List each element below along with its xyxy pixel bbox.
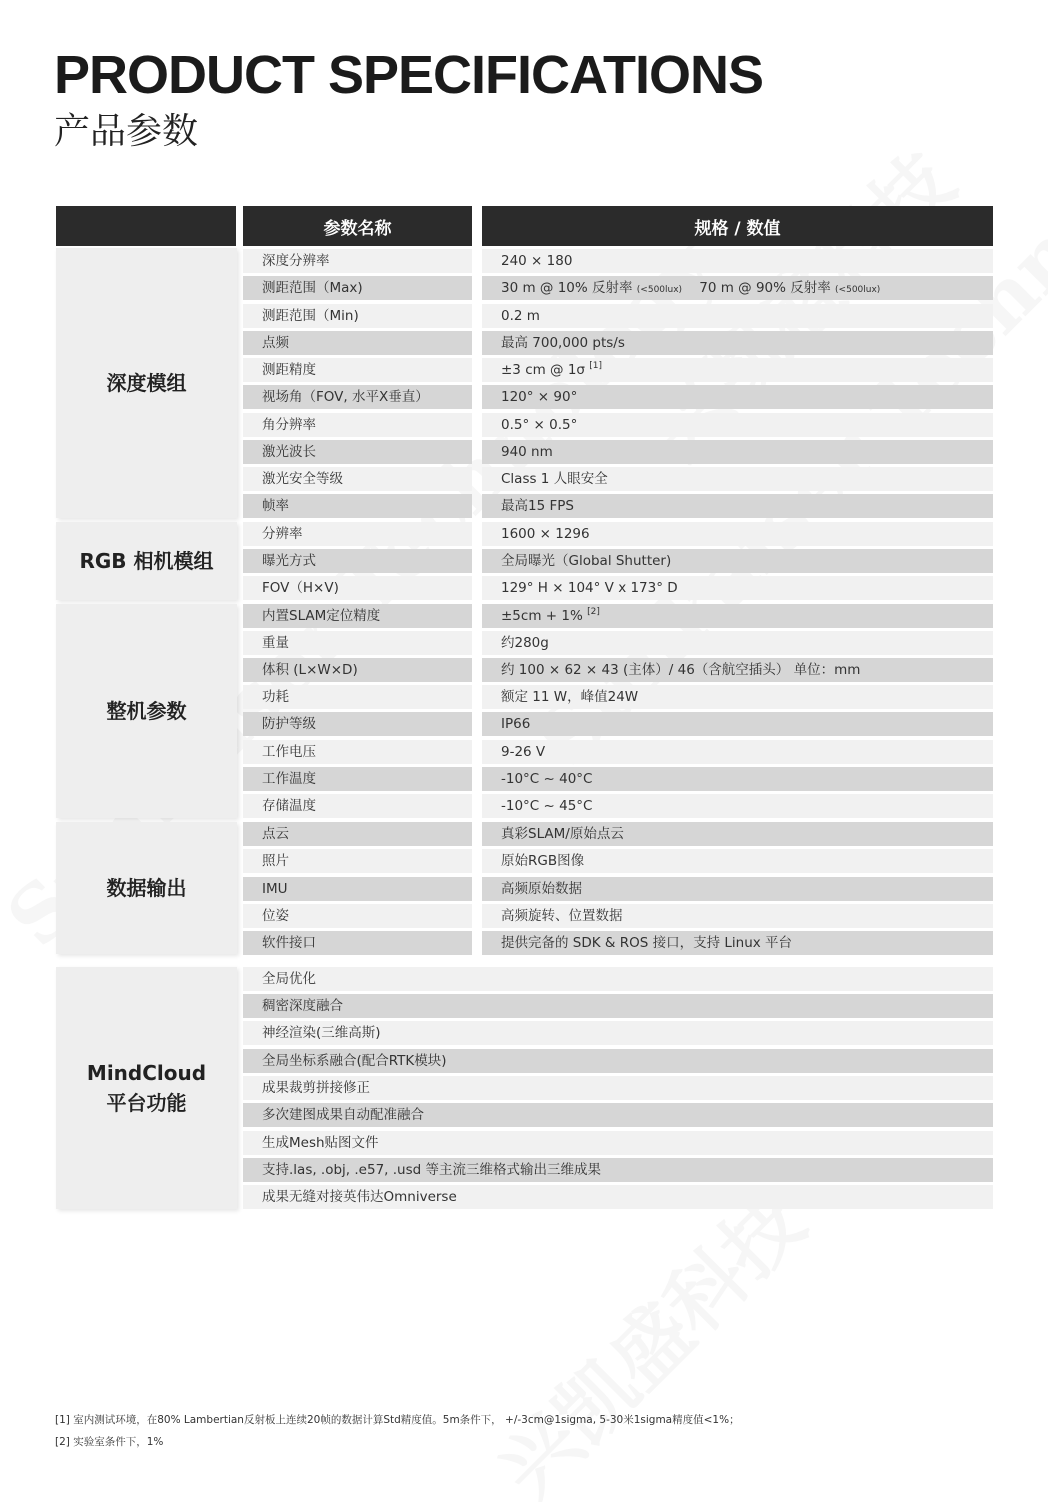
page-title-en: PRODUCT SPECIFICATIONS <box>54 45 764 105</box>
feature-name: 成果裁剪拼接修正 <box>243 1076 993 1100</box>
spec-name: 内置SLAM定位精度 <box>243 604 472 628</box>
spec-name: 存储温度 <box>243 794 472 818</box>
feature-name: 稠密深度融合 <box>243 994 993 1018</box>
spec-name: 工作电压 <box>243 740 472 764</box>
feature-name: 生成Mesh贴图文件 <box>243 1131 993 1155</box>
spec-value: 9-26 V <box>482 740 993 764</box>
spec-value: IP66 <box>482 712 993 736</box>
spec-value: 0.5° × 0.5° <box>482 413 993 437</box>
spec-value: 1600 × 1296 <box>482 522 993 546</box>
spec-name: 激光波长 <box>243 440 472 464</box>
spec-name: 点云 <box>243 822 472 846</box>
range-max-90pct: 70 m @ 90% 反射率 <box>699 280 831 296</box>
header-param-value: 规格 / 数值 <box>482 206 993 246</box>
watermark-cn-2 <box>470 1164 825 1502</box>
spec-value: 120° × 90° <box>482 385 993 409</box>
spec-name: 帧率 <box>243 494 472 518</box>
feature-name: 神经渲染(三维高斯) <box>243 1021 993 1045</box>
category-data-output: 数据输出 <box>56 822 237 954</box>
feature-name: 成果无缝对接英伟达Omniverse <box>243 1185 993 1209</box>
spec-name: 功耗 <box>243 685 472 709</box>
footnote-ref: [1] <box>589 361 603 371</box>
spec-value: Class 1 人眼安全 <box>482 467 993 491</box>
spec-value: 高频原始数据 <box>482 877 993 901</box>
category-mindcloud: MindCloud 平台功能 <box>56 967 237 1209</box>
spec-value <box>482 276 993 300</box>
spec-value <box>482 358 993 382</box>
spec-name: 软件接口 <box>243 931 472 955</box>
feature-name: 全局坐标系融合(配合RTK模块) <box>243 1049 993 1073</box>
spec-name: 工作温度 <box>243 767 472 791</box>
spec-value: -10°C ~ 40°C <box>482 767 993 791</box>
spec-value: 高频旋转、位置数据 <box>482 904 993 928</box>
feature-name: 支持.las, .obj, .e57, .usd 等主流三维格式输出三维成果 <box>243 1158 993 1182</box>
spec-name: 测距范围（Max) <box>243 276 472 300</box>
footnote-1: [1] 室内测试环境，在80% Lambertian反射板上连续20帧的数据计算Std精度值。5m条件下， +/-3cm@1sigma, 5-30米1sigma精度值<1%； <box>55 1414 740 1426</box>
spec-value: 240 × 180 <box>482 249 993 273</box>
spec-name: 照片 <box>243 849 472 873</box>
spec-value: 提供完备的 SDK & ROS 接口，支持 Linux 平台 <box>482 931 993 955</box>
spec-value: 约 100 × 62 × 43 (主体）/ 46（含航空插头） 单位：mm <box>482 658 993 682</box>
footnote-2: [2] 实验室条件下，1% <box>55 1436 164 1448</box>
spec-name: 激光安全等级 <box>243 467 472 491</box>
spec-name: 曝光方式 <box>243 549 472 573</box>
spec-value: 额定 11 W，峰值24W <box>482 685 993 709</box>
category-depth-module: 深度模组 <box>56 248 237 518</box>
spec-name: 防护等级 <box>243 712 472 736</box>
spec-value: 全局曝光（Global Shutter) <box>482 549 993 573</box>
spec-name: 体积 (L×W×D) <box>243 658 472 682</box>
range-max-10pct: 30 m @ 10% 反射率 <box>501 280 633 296</box>
spec-value: -10°C ~ 45°C <box>482 794 993 818</box>
slam-accuracy-value: ±5cm + 1% <box>501 608 583 624</box>
category-rgb-camera: RGB 相机模组 <box>56 522 237 600</box>
category-device-params: 整机参数 <box>56 604 237 818</box>
spec-name: 位姿 <box>243 904 472 928</box>
spec-value: 最高 700,000 pts/s <box>482 331 993 355</box>
spec-name: 重量 <box>243 631 472 655</box>
header-param-name: 参数名称 <box>243 206 472 246</box>
spec-value: 真彩SLAM/原始点云 <box>482 822 993 846</box>
spec-name: 视场角（FOV, 水平X垂直） <box>243 385 472 409</box>
spec-value <box>482 604 993 628</box>
spec-name: FOV（H×V) <box>243 576 472 600</box>
spec-value: 940 nm <box>482 440 993 464</box>
feature-name: 多次建图成果自动配准融合 <box>243 1103 993 1127</box>
spec-name: 测距范围（Min) <box>243 304 472 328</box>
spec-name: IMU <box>243 877 472 901</box>
spec-name: 分辨率 <box>243 522 472 546</box>
spec-name: 测距精度 <box>243 358 472 382</box>
spec-name: 点频 <box>243 331 472 355</box>
spec-name: 角分辨率 <box>243 413 472 437</box>
accuracy-value: ±3 cm @ 1σ <box>501 362 585 378</box>
range-lux-note: (<500lux) <box>636 285 683 295</box>
spec-name: 深度分辨率 <box>243 249 472 273</box>
range-lux-note: (<500lux) <box>835 285 881 295</box>
spec-value: 最高15 FPS <box>482 494 993 518</box>
header-category-cell <box>56 206 236 246</box>
feature-name: 全局优化 <box>243 967 993 991</box>
footnote-ref: [2] <box>587 607 600 617</box>
spec-value: 129° H × 104° V x 173° D <box>482 576 993 600</box>
page-title-cn: 产品参数 <box>54 111 199 152</box>
spec-value: 0.2 m <box>482 304 993 328</box>
spec-value: 约280g <box>482 631 993 655</box>
spec-value: 原始RGB图像 <box>482 849 993 873</box>
